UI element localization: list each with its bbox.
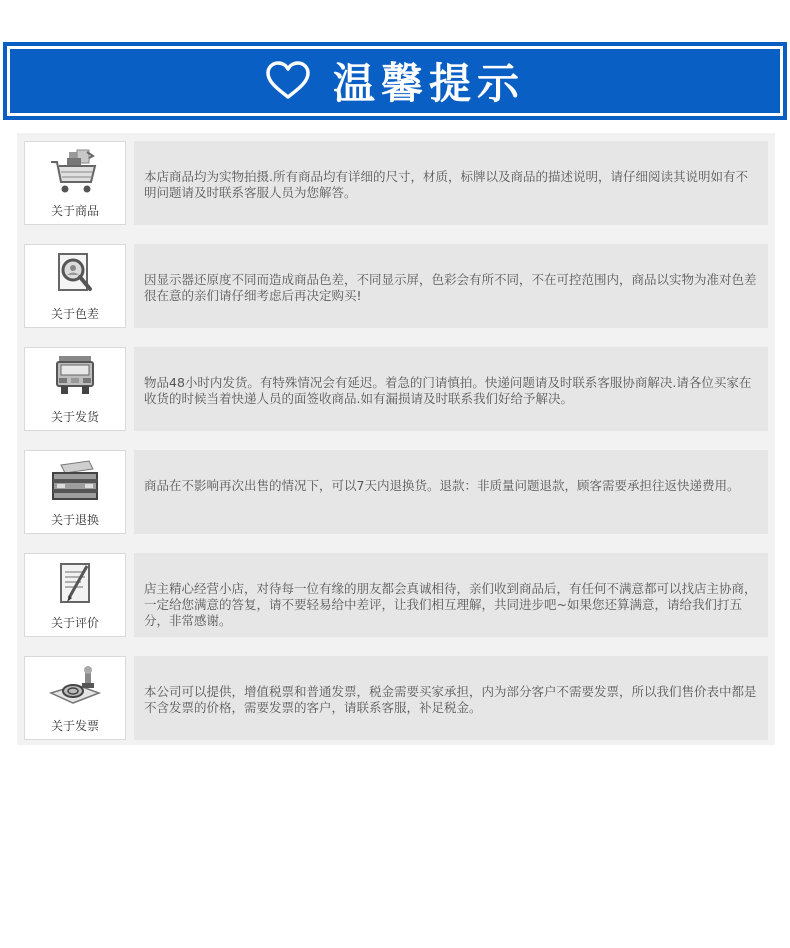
row-description: 商品在不影响再次出售的情况下，可以7天内退换货。退款：非质量问题退款，顾客需要承担往返快递费用。 [134,450,768,534]
icon-card [24,347,126,431]
row-description: 因显示器还原度不同而造成商品色差，不同显示屏，色彩会有所不同，不在可控范围内，商品以实物为准对色差很在意的亲们请仔细考虑后再决定购买! [134,244,768,328]
row-description: 物品48小时内发货。有特殊情况会有延迟。着急的门请慎拍。快递问题请及时联系客服协商解决.请各位买家在收货的时候当着快递人员的面签收商品.如有漏损请及时联系我们好给予解决。 [134,347,768,431]
banner-title: 温馨提示 [332,59,525,108]
review-document-icon [47,560,103,608]
notice-row-invoice [17,650,775,734]
row-label: 关于退换 [50,513,99,527]
notice-panel [17,133,775,745]
row-description: 店主精心经营小店，对待每一位有缘的朋友都会真诚相待，亲们收到商品后，有任何不满意都可以找店主协商，一定给您满意的答复，请不要轻易给中差评，让我们相互理解，共同进步吧~如果您还算满意，请给我们打五分，非常感谢。 [134,553,768,637]
notice-row-shipping [17,341,775,425]
icon-card [24,141,126,225]
row-label: 关于色差 [50,307,99,321]
icon-card [24,553,126,637]
row-description: 本公司可以提供，增值税票和普通发票，税金需要买家承担，内为部分客户不需要发票，所以我们售价表中都是不含发票的价格，需要发票的客户，请联系客服，补足税金。 [134,656,768,740]
notice-row-color [17,238,775,322]
delivery-truck-icon [47,354,103,402]
heart-outline-icon [265,61,311,101]
icon-card [24,244,126,328]
row-label: 关于发货 [50,410,99,424]
exchange-boxes-icon [47,457,103,505]
invoice-stamp-icon [47,663,103,711]
row-label: 关于商品 [50,204,99,218]
shopping-cart-icon [47,148,103,196]
notice-row-review [17,547,775,631]
banner-frame [7,46,783,116]
icon-card [24,450,126,534]
row-label: 关于发票 [50,719,99,733]
notice-banner [3,42,787,120]
row-description: 本店商品均为实物拍摄.所有商品均有详细的尺寸，材质，标牌以及商品的描述说明，请仔细阅读其说明如有不明问题请及时联系客服人员为您解答。 [134,141,768,225]
magnifier-document-icon [47,251,103,299]
notice-row-product [17,135,775,219]
icon-card [24,656,126,740]
notice-row-exchange [17,444,775,528]
row-label: 关于评价 [50,616,99,630]
